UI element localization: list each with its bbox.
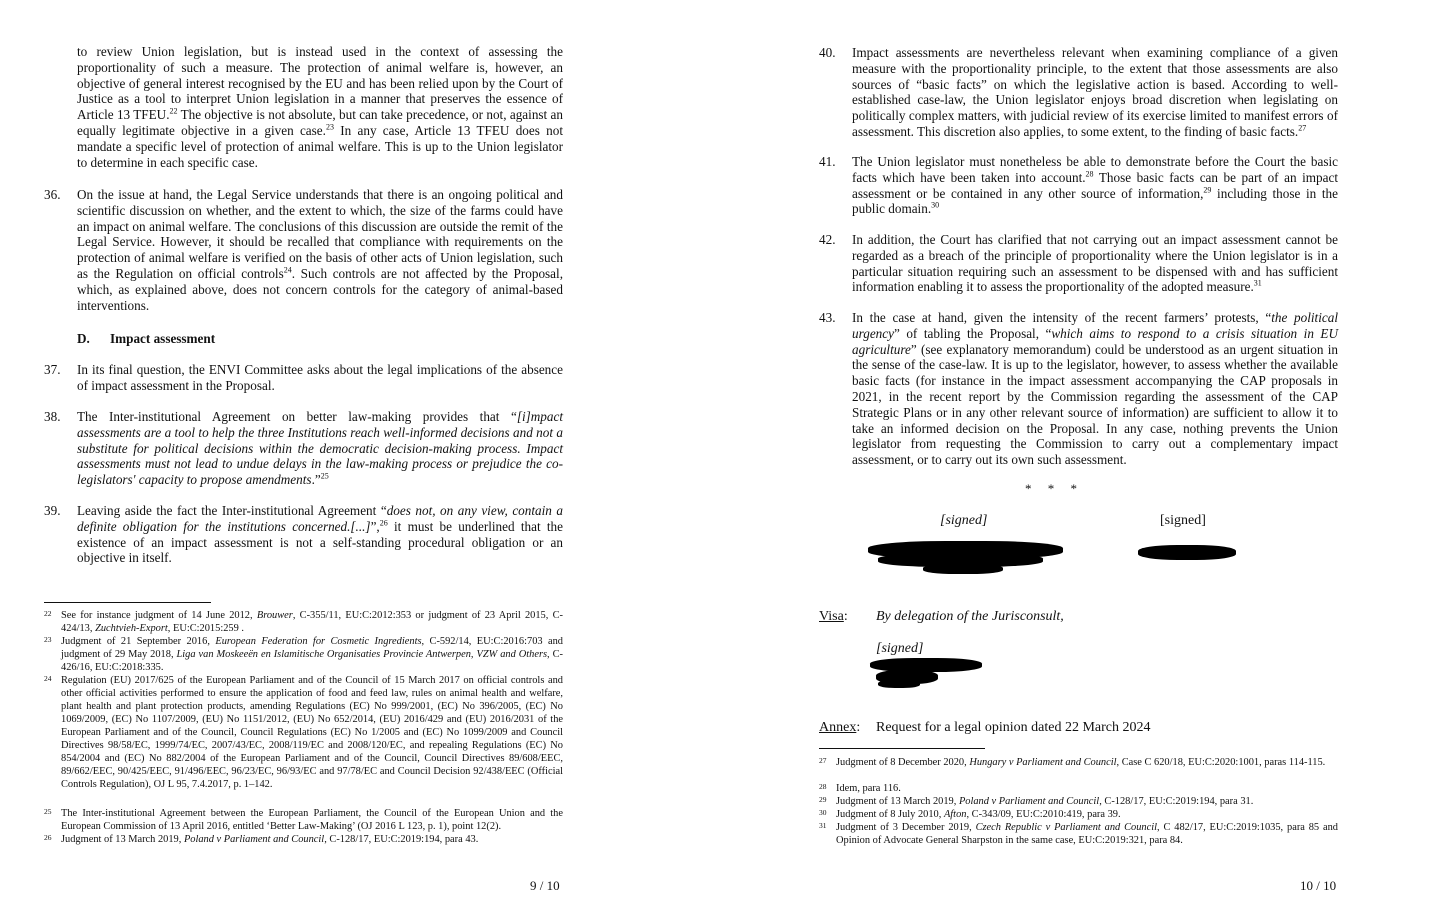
- signature-label-2: [signed]: [1160, 513, 1206, 528]
- footnote-ref-23[interactable]: 23: [325, 122, 334, 132]
- footnote-marker-30: 30: [819, 808, 827, 817]
- page-10: [718, 0, 1436, 903]
- paragraph-number-41: 41.: [819, 154, 836, 169]
- footnote-marker-25: 25: [44, 807, 52, 816]
- paragraph-number-38: 38.: [44, 409, 61, 424]
- paragraph-40: Impact assessments are nevertheless relevant when examining compliance of a given measure with the proportionality principle, to the extent that those assessments are also sources of “basic facts” on which the legislative action is based. According to well-established case-law, the Union legislator enjoys broad discretion when legislating on politically complex matters, with judicial review of its exercise limited to manifest errors of assessment. This discretion also applies, to some extent, to the finding of basic facts.$^{27}$: [852, 45, 1338, 139]
- footnote-ref-25[interactable]: 25: [320, 471, 329, 481]
- footnote-marker-27: 27: [819, 756, 827, 765]
- footnote-marker-24: 24: [44, 674, 52, 683]
- footnote-ref-31[interactable]: 31: [1253, 279, 1262, 288]
- footnote-ref-29[interactable]: 29: [1203, 185, 1212, 195]
- paragraph-number-42: 42.: [819, 232, 836, 247]
- footnote-ref-27[interactable]: 27: [1298, 123, 1307, 133]
- paragraph-number-36: 36.: [44, 187, 61, 202]
- paragraph-number-40: 40.: [819, 45, 836, 60]
- footnote-ref-30[interactable]: 30: [931, 201, 940, 210]
- page-number: 10 / 10: [1300, 878, 1337, 893]
- footnote-30: Judgment of 8 July 2010, Afton, C-343/09, EU:C:2010:419, para 39.: [836, 809, 1121, 820]
- section-heading: Impact assessment: [110, 331, 216, 346]
- footnote-28: Idem, para 116.: [836, 783, 901, 794]
- paragraph-37: In its final question, the ENVI Committee asks about the legal implications of the absence of impact assessment in the Proposal.: [77, 362, 563, 393]
- footnote-29: Judgment of 13 March 2019, Poland v Parliament and Council, C-128/17, EU:C:2019:194, para 31.: [836, 796, 1254, 807]
- footnote-marker-23: 23: [44, 635, 52, 644]
- page-number: 9 / 10: [530, 878, 560, 893]
- paragraph-38: The Inter-institutional Agreement on better law-making provides that “[i]mpact assessments are a tool to help the three Institutions reach well-informed decisions and not a substitute for political decisions within the democratic decision-making process. Impact assessments must not lead to undue delays in the law-making process or prejudice the co-legislators' capacity to propose amendments.”$^{25}$: [77, 409, 563, 488]
- footnote-marker-29: 29: [819, 795, 827, 804]
- footnote-ref-26[interactable]: 26: [379, 518, 388, 528]
- paragraph-number-37: 37.: [44, 362, 61, 377]
- visa-label: Visa:: [819, 609, 848, 624]
- section-letter: D.: [77, 331, 90, 346]
- footnote-marker-31: 31: [819, 821, 827, 830]
- footnote-ref-24[interactable]: 24: [283, 265, 292, 275]
- footnote-separator: [819, 748, 985, 749]
- footnote-separator: [44, 602, 211, 603]
- annex-text: Request for a legal opinion dated 22 March 2024: [876, 720, 1151, 735]
- footnote-26: Judgment of 13 March 2019, Poland v Parliament and Council, C-128/17, EU:C:2019:194, para 43.: [61, 834, 479, 845]
- footnote-27: Judgment of 8 December 2020, Hungary v Parliament and Council, Case C 620/18, EU:C:2020:1001, paras 114-115.: [836, 757, 1326, 768]
- footnote-ref-22[interactable]: 22: [169, 106, 178, 116]
- section-separator-asterisks: * * *: [1025, 481, 1077, 496]
- footnote-23: Judgment of 21 September 2016, European Federation for Cosmetic Ingredients, C-592/14, EU:C:2016:703 and judgment of 29 May 2018, Liga van Moskeeën en Islamitische Organisaties Provincie Antwerpen, VZW and Others, C-426/16, EU:C:2018:335.: [61, 636, 563, 673]
- footnote-25: The Inter-institutional Agreement between the European Parliament, the Council of the European Union and the European Commission of 13 April 2016, entitled ‘Better Law-Making’ (OJ 2016 L 123, p. 1), point 12(2).: [61, 808, 563, 832]
- footnote-31: Judgment of 3 December 2019, Czech Republic v Parliament and Council, C 482/17, EU:C:2019:1035, para 85 and Opinion of Advocate General Sharpston in the same case, EU:C:2019:321, para 84.: [836, 822, 1338, 846]
- footnote-22: See for instance judgment of 14 June 2012, Brouwer, C-355/11, EU:C:2012:353 or judgment of 23 April 2015, C-424/13, Zuchtvieh-Export, EU:C:2015:259 .: [61, 610, 563, 634]
- signature-label-1: [signed]: [940, 513, 988, 528]
- paragraph-39: Leaving aside the fact the Inter-institutional Agreement “does not, on any view, contain a definite obligation for the institutions concerned.[...]”,$^{26}$ it must be underlined that the existence of an impact assessment is not a self-standing procedural obligation or an objective in itself.: [77, 503, 564, 566]
- footnote-marker-28: 28: [819, 782, 827, 791]
- signature-label-3: [signed]: [876, 641, 924, 656]
- footnote-marker-22: 22: [44, 609, 52, 618]
- paragraph-number-39: 39.: [44, 503, 61, 518]
- paragraph-number-43: 43.: [819, 310, 836, 325]
- visa-text: By delegation of the Jurisconsult,: [876, 609, 1064, 624]
- paragraph-42: In addition, the Court has clarified that not carrying out an impact assessment cannot be regarded as a breach of the principle of proportionality where the Union legislator is in a particular situation requiring such an assessment to be dispensed with and has sufficient information enabling it to assess the proportionality of the adopted measure.$^{31}$: [852, 232, 1338, 295]
- paragraph-35-continued: to review Union legislation, but is instead used in the context of assessing the proportionality of such a measure. The protection of animal welfare is, however, an objective of general interest recognised by the EU and has been relied upon by the Court of Justice as a tool to interpret Union legislation in a manner that preserves the essence of Article 13 TFEU.$^{22}$ The objective is not absolute, but can take precedence, or not, against an equally legitimate objective in a given case.$^{23}$ In any case, Article 13 TFEU does not mandate a specific level of protection of animal welfare. This is up to the Union legislator to determine in each specific case.: [77, 44, 564, 170]
- footnote-ref-28[interactable]: 28: [1085, 169, 1094, 179]
- paragraph-43: In the case at hand, given the intensity of the recent farmers’ protests, “the political urgency” of tabling the Proposal, “which aims to respond to a crisis situation in EU agriculture” (see explanatory memorandum) could be understood as an urgent situation in the sense of the case-law. It is up to the legislator, however, to assess whether the available basic facts (for instance in the impact assessment accompanying the CAP proposals in 2021, in the recent report by the Commission regarding the assessment of the CAP Strategic Plans or in any other relevant source of information) are sufficient to allow it to take an informed decision on the Proposal. In any case, nothing prevents the Union legislator from requesting the Commission to carry out a complementary impact assessment, or to carry out its own such assessment.: [852, 310, 1338, 468]
- paragraph-41: The Union legislator must nonetheless be able to demonstrate before the Court the basic facts which have been taken into account.$^{28}$ Those basic facts can be part of an impact assessment or be contained in any other source of information,$^{29}$ including those in the public domain.$^{30}$: [852, 154, 1338, 217]
- annex-label: Annex:: [819, 720, 861, 735]
- paragraph-36: On the issue at hand, the Legal Service understands that there is an ongoing political and scientific discussion on whether, and the extent to which, the size of the farms could have an impact on animal welfare. The conclusions of this discussion are outside the remit of the Legal Service. However, it should be recalled that compliance with requirements on the protection of animal welfare is verified on the basis of other acts of Union legislation, such as the Regulation on official controls$^{24}$. Such controls are not affected by the Proposal, which, as explained above, does not concern controls for the category of animal-based interventions.: [77, 187, 564, 313]
- footnote-24: Regulation (EU) 2017/625 of the European Parliament and of the Council of 15 March 2017 on official controls and other official activities performed to ensure the application of food and feed law, rules on animal health and welfare, plant health and plant protection products, amending Regulations (EC) No 999/2001, (EC) No 396/2005, (EC) No 1069/2009, (EC) No 1107/2009, (EU) No 1151/2012, (EU) No 652/2014, (EU) 2016/429 and (EU) 2016/2031 of the European Parliament and of the Council, Council Regulations (EC) No 1/2005 and (EC) No 1099/2009 and Council Directives 98/58/EC, 1999/74/EC, 2007/43/EC, 2008/119/EC and 2008/120/EC, and repealing Regulations (EC) No 854/2004 and (EC) No 882/2004 of the European Parliament and of the Council, Council Directives 89/608/EEC, 89/662/EEC, 90/425/EEC, 91/496/EEC, 96/23/EC, 96/93/EC and 97/78/EC and Council Decision 92/438/EEC (Official Controls Regulation), OJ L 95, 7.4.2017, p. 1–142.: [61, 675, 563, 790]
- footnote-marker-26: 26: [44, 833, 52, 842]
